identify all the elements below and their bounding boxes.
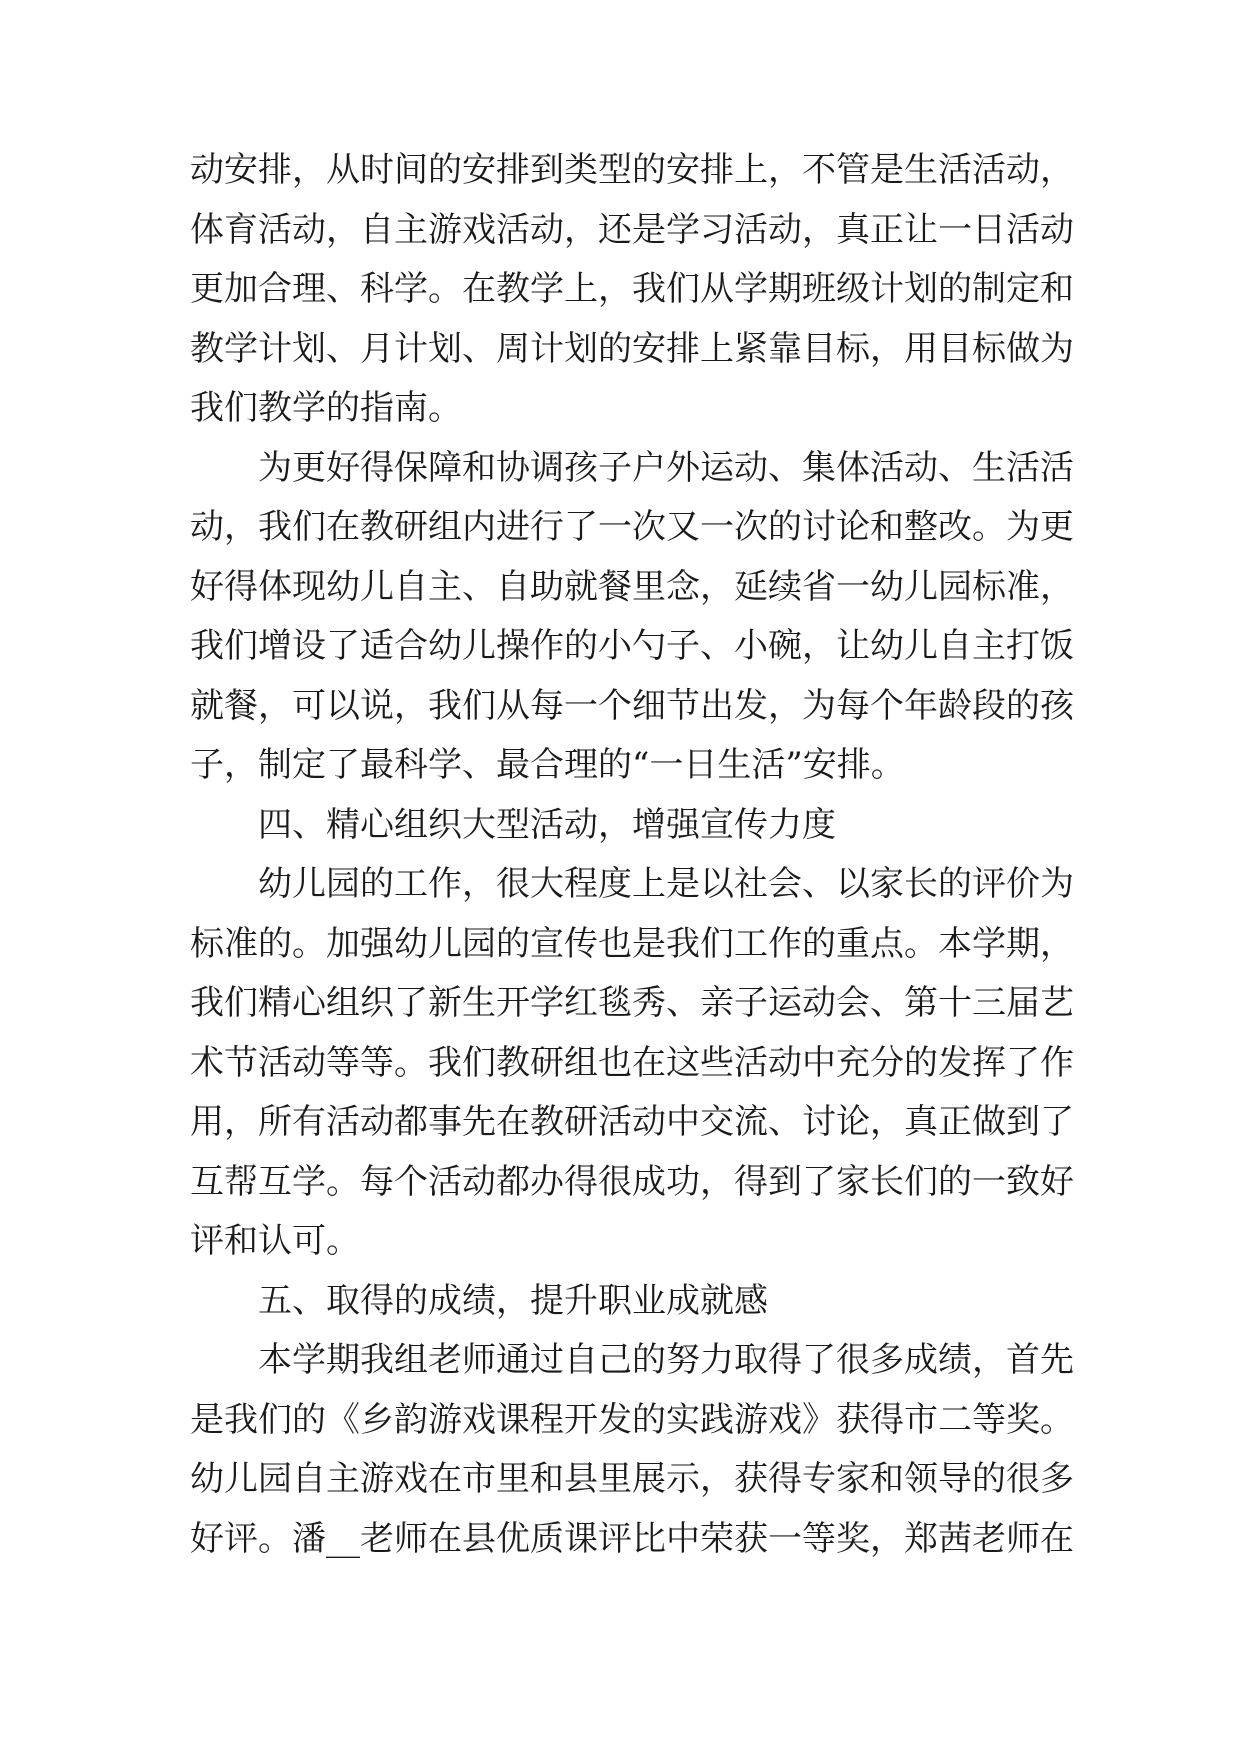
text-line: 是我们的《乡韵游戏课程开发的实践游戏》获得市二等奖。 xyxy=(190,1400,1074,1440)
text-line: 互帮互学。每个活动都办得很成功，得到了家长们的一致好 xyxy=(190,1162,1074,1202)
text-line: 动，我们在教研组内进行了一次又一次的讨论和整改。为更 xyxy=(190,507,1074,547)
text-line: 更加合理、科学。在教学上，我们从学期班级计划的制定和 xyxy=(190,269,1074,309)
section-heading: 四、精心组织大型活动，增强宣传力度 xyxy=(258,805,836,845)
text-line: 子，制定了最科学、最合理的“一日生活”安排。 xyxy=(190,745,905,785)
text-line: 教学计划、月计划、周计划的安排上紧靠目标，用目标做为 xyxy=(190,329,1074,369)
text-line: 动安排，从时间的安排到类型的安排上，不管是生活活动， xyxy=(190,150,1074,190)
text-line: 评和认可。 xyxy=(190,1221,360,1261)
text-line: 我们增设了适合幼儿操作的小勺子、小碗，让幼儿自主打饭 xyxy=(190,626,1074,666)
text-line: 体育活动，自主游戏活动，还是学习活动，真正让一日活动 xyxy=(190,210,1074,250)
text-line: 好评。潘__老师在县优质课评比中荣获一等奖，郑茜老师在 xyxy=(190,1519,1074,1559)
text-line: 我们精心组织了新生开学红毯秀、亲子运动会、第十三届艺 xyxy=(190,983,1074,1023)
paragraph-first-line: 本学期我组老师通过自己的努力取得了很多成绩，首先 xyxy=(258,1340,1074,1380)
text-line: 用，所有活动都事先在教研活动中交流、讨论，真正做到了 xyxy=(190,1102,1074,1142)
text-line: 标准的。加强幼儿园的宣传也是我们工作的重点。本学期， xyxy=(190,924,1074,964)
paragraph-first-line: 幼儿园的工作，很大程度上是以社会、以家长的评价为 xyxy=(258,864,1074,904)
text-line: 好得体现幼儿自主、自助就餐里念，延续省一幼儿园标准， xyxy=(190,567,1074,607)
paragraph-first-line: 为更好得保障和协调孩子户外运动、集体活动、生活活 xyxy=(258,448,1074,488)
text-line: 就餐，可以说，我们从每一个细节出发，为每个年龄段的孩 xyxy=(190,686,1074,726)
section-heading: 五、取得的成绩，提升职业成就感 xyxy=(258,1281,768,1321)
text-line: 我们教学的指南。 xyxy=(190,388,462,428)
text-line: 幼儿园自主游戏在市里和县里展示，获得专家和领导的很多 xyxy=(190,1459,1074,1499)
text-line: 术节活动等等。我们教研组也在这些活动中充分的发挥了作 xyxy=(190,1043,1074,1083)
